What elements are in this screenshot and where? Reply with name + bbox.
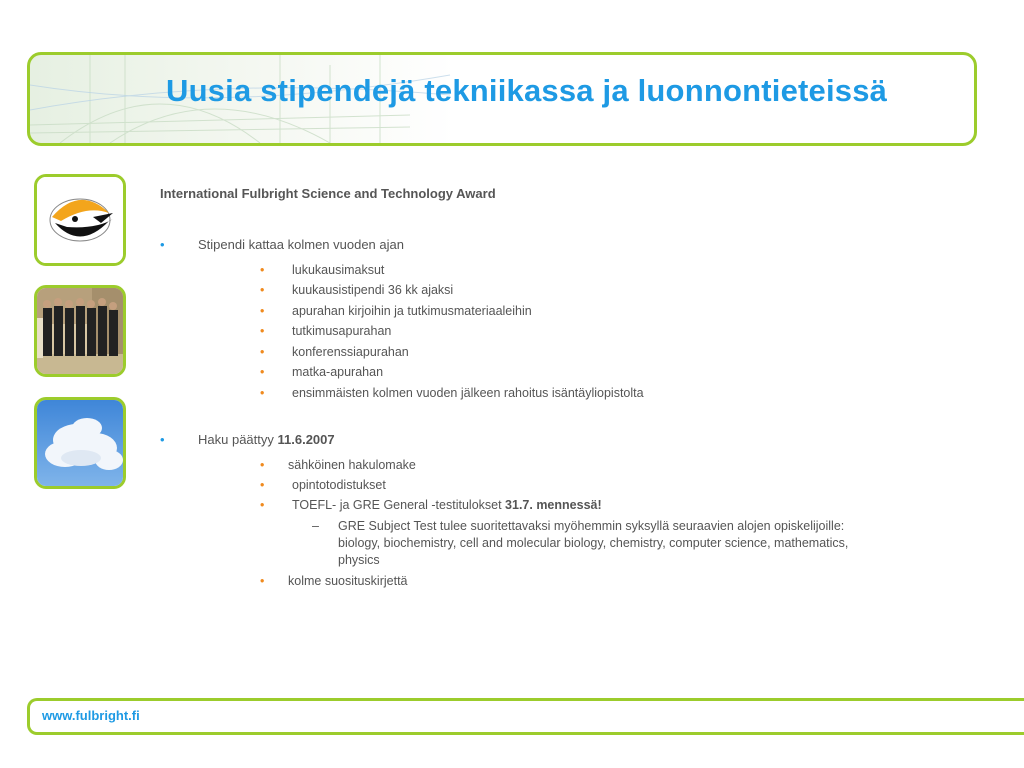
group-photo xyxy=(37,288,123,374)
sky-photo-thumb xyxy=(34,397,126,489)
deadline-date: 11.6.2007 xyxy=(277,432,335,447)
website-link[interactable]: www.fulbright.fi xyxy=(42,708,140,723)
header-banner xyxy=(27,52,977,146)
award-title: International Fulbright Science and Technology Award xyxy=(160,186,496,201)
footer-bar xyxy=(27,698,1024,735)
bullet-marker: • xyxy=(160,237,165,252)
fulbright-logo-icon xyxy=(37,177,123,263)
group-photo-thumb xyxy=(34,285,126,377)
slide-title: Uusia stipendejä tekniikassa ja luonnontieteissä xyxy=(166,73,888,108)
toefl-deadline: 31.7. mennessä! xyxy=(505,498,602,512)
bullet-marker: • xyxy=(160,432,165,447)
deadline-label: Haku päättyy xyxy=(198,432,278,447)
section1-label: Stipendi kattaa kolmen vuoden ajan xyxy=(198,237,404,252)
sky-clouds-photo xyxy=(37,400,123,486)
fulbright-logo-thumb xyxy=(34,174,126,266)
